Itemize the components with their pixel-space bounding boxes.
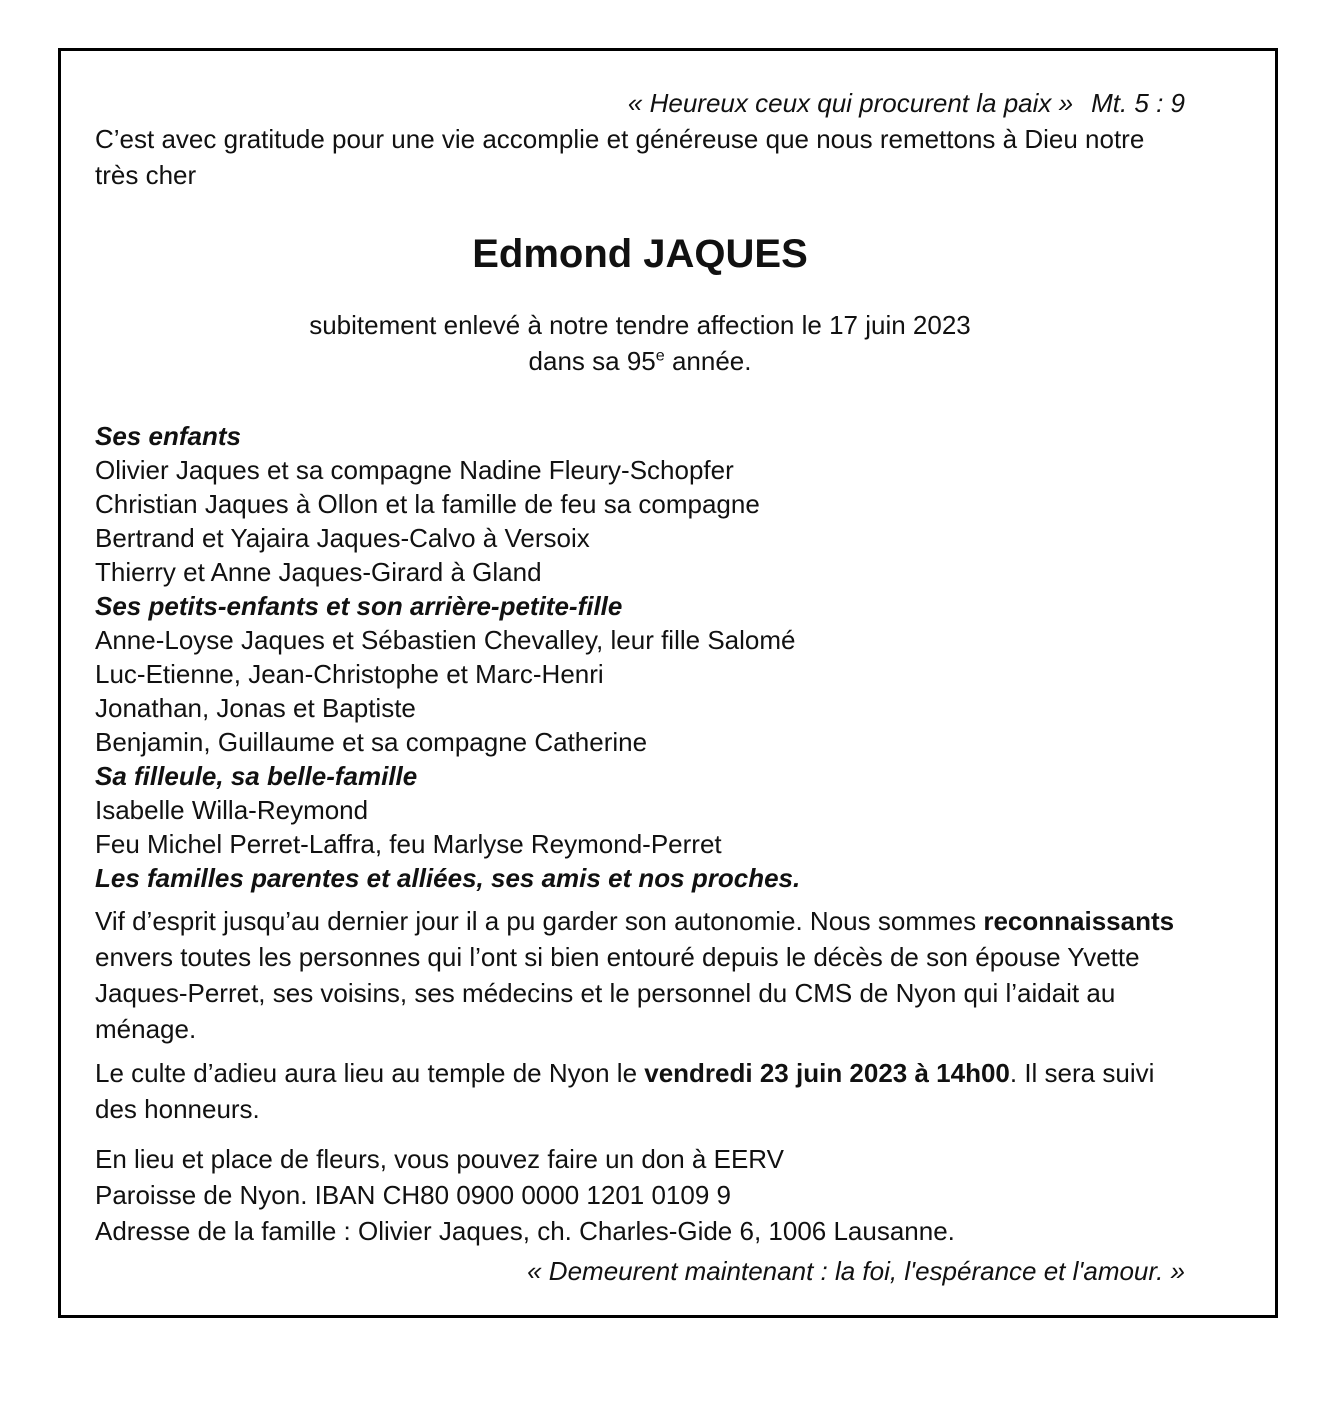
tribute-line-2: envers toutes les personnes qui l’ont si bien entouré depuis le décès de son épouse Yvette [95,942,1140,972]
deceased-name: Edmond JAQUES [472,232,808,276]
tribute-line-4: ménage. [95,1014,197,1044]
donation-block [95,1141,1185,1249]
scripture-verse [95,85,1185,121]
ceremony-line-1-start: Le culte d’adieu aura lieu au temple de Nyon le [95,1058,645,1088]
intro-line-1: C’est avec gratitude pour une vie accomplie et généreuse que nous remettons à Dieu notre [95,124,1145,154]
tribute-line-1 [95,903,1185,939]
donation-line-2: Paroisse de Nyon. IBAN CH80 0900 0000 1201 0109 9 [95,1180,731,1210]
family-member: Anne-Loyse Jaques et Sébastien Chevalley, leur fille Salomé [95,625,796,655]
family-group-heading-children: Ses enfants [95,421,241,451]
ceremony-paragraph [95,1055,1185,1127]
ceremony-line-1 [95,1055,1185,1091]
family-group-heading-grandchildren: Ses petits-enfants et son arrière-petite-fille [95,591,623,621]
age-line-end: année. [664,346,752,376]
closing-quote: « Demeurent maintenant : la foi, l'espérance et l'amour. » [527,1256,1185,1286]
intro-line-2: très cher [95,160,197,190]
tribute-paragraph [95,903,1185,1047]
family-list [95,419,1185,895]
family-member: Bertrand et Yajaira Jaques-Calvo à Versoix [95,523,590,553]
verse-text: « Heureux ceux qui procurent la paix » [627,88,1074,118]
donation-line-3: Adresse de la famille : Olivier Jaques, ch. Charles-Gide 6, 1006 Lausanne. [95,1216,955,1246]
family-group-heading-relatives: Les familles parentes et alliées, ses amis et nos proches. [95,863,801,893]
obituary-card [58,48,1278,1318]
ceremony-line-2: des honneurs. [95,1094,260,1124]
ceremony-line-1-end: . Il sera suivi [1009,1058,1155,1088]
tribute-line-3: Jaques-Perret, ses voisins, ses médecins et le personnel du CMS de Nyon qui l’aidait au [95,978,1116,1008]
family-member: Christian Jaques à Ollon et la famille de feu sa compagne [95,489,760,519]
ceremony-date-bold: vendredi 23 juin 2023 à 14h00 [644,1058,1010,1088]
tribute-bold-word: reconnaissants [983,906,1175,936]
verse-reference: Mt. 5 : 9 [1091,88,1185,118]
family-member: Isabelle Willa-Reymond [95,795,369,825]
age-line [95,343,1185,379]
age-line-start: dans sa 95 [528,346,656,376]
family-group-heading-goddaughter: Sa filleule, sa belle-famille [95,761,418,791]
tribute-line-1-text: Vif d’esprit jusqu’au dernier jour il a pu garder son autonomie. Nous sommes [95,906,984,936]
family-member: Luc-Etienne, Jean-Christophe et Marc-Henri [95,659,604,689]
family-member: Benjamin, Guillaume et sa compagne Catherine [95,727,648,757]
family-member: Thierry et Anne Jaques-Girard à Gland [95,557,542,587]
family-member: Feu Michel Perret-Laffra, feu Marlyse Reymond-Perret [95,829,722,859]
family-member: Jonathan, Jonas et Baptiste [95,693,416,723]
family-member: Olivier Jaques et sa compagne Nadine Fleury-Schopfer [95,455,734,485]
age-superscript: e [655,346,665,365]
donation-line-1: En lieu et place de fleurs, vous pouvez faire un don à EERV [95,1144,784,1174]
death-announcement-line: subitement enlevé à notre tendre affection le 17 juin 2023 [309,310,971,340]
